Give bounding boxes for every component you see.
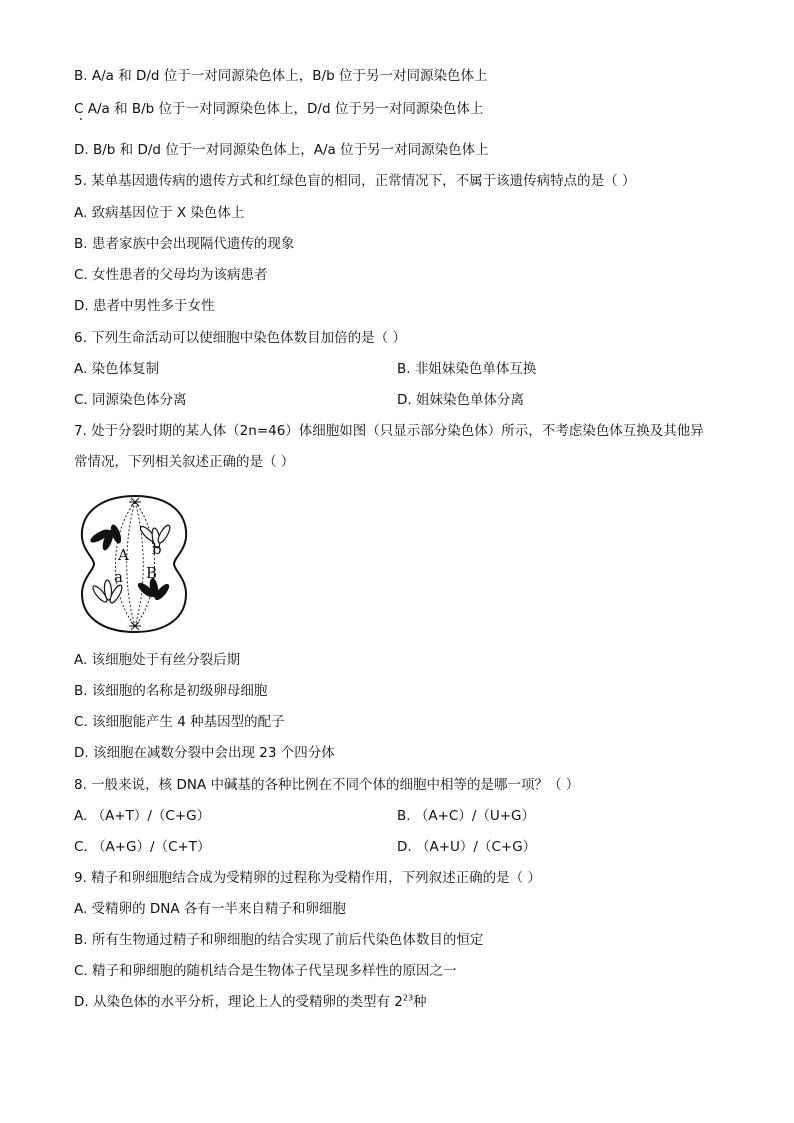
q7-option-c: C. 该细胞能产生 4 种基因型的配子 [74, 714, 285, 730]
q9-option-a: A. 受精卵的 DNA 各有一半来自精子和卵细胞 [74, 901, 346, 917]
q9-option-d-exponent: 23 [402, 993, 414, 1003]
q7-option-d: D. 该细胞在减数分裂中会出现 23 个四分体 [74, 745, 335, 761]
q6-option-b: B. 非姐妹染色单体互换 [397, 361, 537, 377]
q6-stem: 6. 下列生命活动可以使细胞中染色体数目加倍的是（ ） [74, 330, 406, 346]
q6-option-c: C. 同源染色体分离 [74, 392, 187, 408]
q7-option-b: B. 该细胞的名称是初级卵母细胞 [74, 683, 268, 699]
stray-dot [80, 118, 82, 120]
q7-stem-line2: 常情况，下列相关叙述正确的是（ ） [74, 454, 295, 470]
q5-option-a: A. 致病基因位于 X 染色体上 [74, 205, 245, 221]
q8-option-d: D. （A+U）/（C+G） [397, 839, 537, 855]
q6-option-a: A. 染色体复制 [74, 361, 160, 377]
q8-option-c: C. （A+G）/（C+T） [74, 839, 211, 855]
q5-option-d: D. 患者中男性多于女性 [74, 298, 215, 314]
centrosome-top [129, 498, 141, 506]
q9-option-d-text: D. 从染色体的水平分析，理论上人的受精卵的类型有 2 [74, 994, 403, 1010]
q6-option-d: D. 姐妹染色单体分离 [397, 392, 524, 408]
gene-label-a: a [114, 568, 123, 586]
q7-option-a: A. 该细胞处于有丝分裂后期 [74, 652, 241, 668]
q9-option-d [74, 993, 427, 1011]
q5-stem: 5. 某单基因遗传病的遗传方式和红绿色盲的相同，正常情况下，不属于该遗传病特点的是（ ） [74, 173, 636, 189]
q9-option-b: B. 所有生物通过精子和卵细胞的结合实现了前后代染色体数目的恒定 [74, 932, 484, 948]
q9-option-c: C. 精子和卵细胞的随机结合是生物体子代呈现多样性的原因之一 [74, 963, 457, 979]
gene-label-b: b [152, 540, 162, 558]
q8-option-a: A. （A+T）/（C+G） [74, 808, 211, 824]
q5-option-b: B. 患者家族中会出现隔代遗传的现象 [74, 236, 295, 252]
q7-stem-line1: 7. 处于分裂时期的某人体（2n=46）体细胞如图（只显示部分染色体）所示，不考虑染色体互换及其他异 [74, 423, 704, 439]
q4-option-d: D. B/b 和 D/d 位于一对同源染色体上，A/a 位于另一对同源染色体上 [74, 142, 489, 158]
q9-option-d-suffix: 种 [413, 994, 427, 1010]
centrosome-bottom [129, 622, 141, 630]
gene-label-A: A [118, 546, 129, 564]
cell-division-figure [76, 490, 194, 636]
q4-option-b: B. A/a 和 D/d 位于一对同源染色体上，B/b 位于另一对同源染色体上 [74, 68, 488, 84]
q9-stem: 9. 精子和卵细胞结合成为受精卵的过程称为受精作用，下列叙述正确的是（ ） [74, 870, 541, 886]
cell-membrane [82, 496, 186, 632]
q4-option-c: C A/a 和 B/b 位于一对同源染色体上，D/d 位于另一对同源染色体上 [74, 101, 484, 117]
q8-stem: 8. 一般来说，核 DNA 中碱基的各种比例在不同个体的细胞中相等的是哪一项？（ ） [74, 777, 580, 793]
q8-option-b: B. （A+C）/（U+G） [397, 808, 536, 824]
gene-label-B: B [146, 564, 158, 582]
q5-option-c: C. 女性患者的父母均为该病患者 [74, 267, 268, 283]
